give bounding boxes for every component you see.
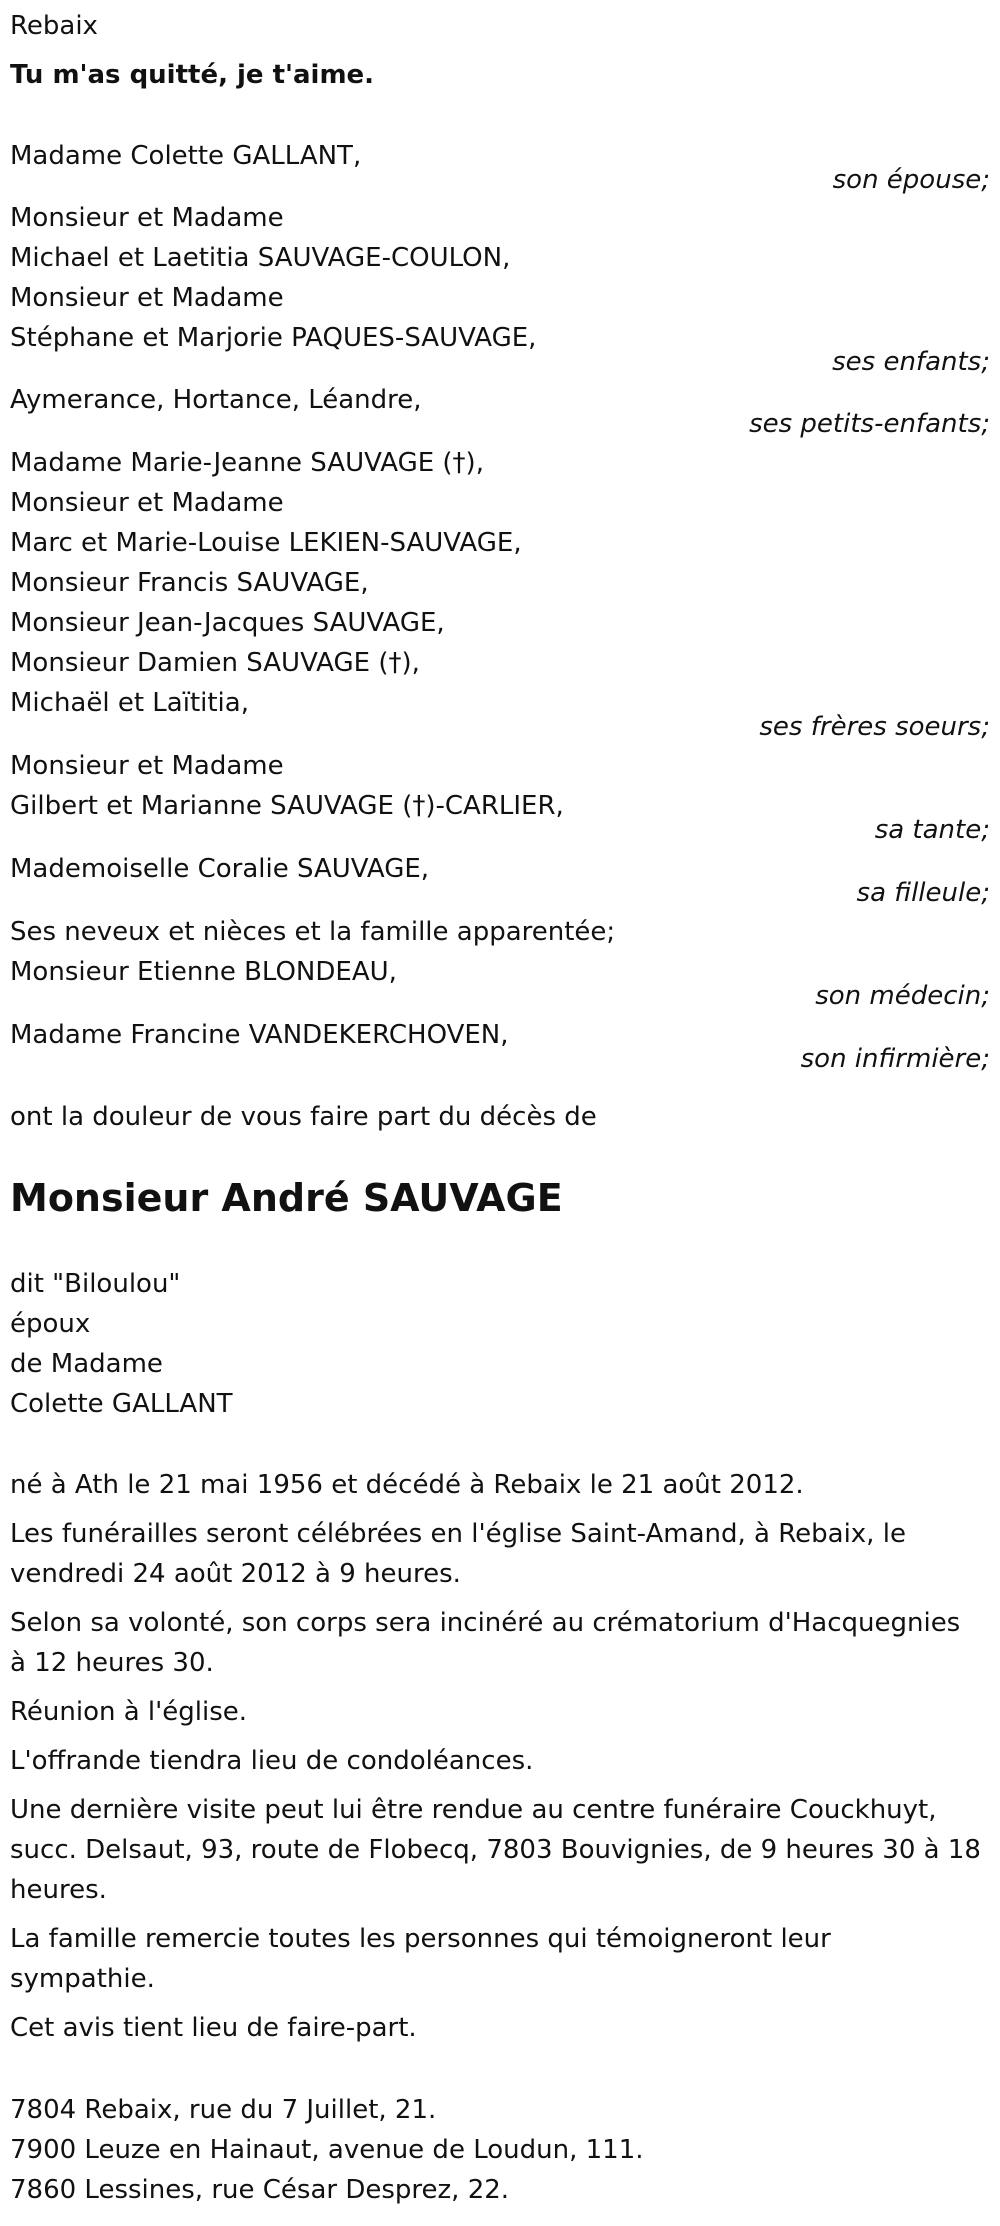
relation-label: ses petits-enfants; [749, 409, 990, 439]
family-line: Monsieur et Madame [10, 751, 284, 781]
paragraph-line: Réunion à l'église. [10, 1697, 248, 1727]
paragraph-line: La famille remercie toutes les personnes qui témoigneront leur [10, 1924, 831, 1954]
paragraph-line: Cet avis tient lieu de faire-part. [10, 2013, 417, 2043]
relation-label: son médecin; [815, 981, 990, 1011]
family-line: Aymerance, Hortance, Léandre, [10, 385, 422, 415]
relation-label: ses frères soeurs; [759, 712, 990, 742]
address-line: 7804 Rebaix, rue du 7 Juillet, 21. [10, 2095, 437, 2125]
relation-label: son infirmière; [800, 1044, 990, 1074]
family-line: Monsieur et Madame [10, 203, 284, 233]
family-line: Madame Francine VANDEKERCHOVEN, [10, 1020, 509, 1050]
paragraph-line: succ. Delsaut, 93, route de Flobecq, 7803 Bouvignies, de 9 heures 30 à 18 [10, 1835, 981, 1865]
family-line: Gilbert et Marianne SAUVAGE (†)-CARLIER, [10, 791, 564, 821]
family-line: Marc et Marie-Louise LEKIEN-SAUVAGE, [10, 528, 522, 558]
city-heading: Rebaix [10, 11, 98, 41]
address-line: 7860 Lessines, rue César Desprez, 22. [10, 2175, 510, 2205]
family-line: Monsieur Damien SAUVAGE (†), [10, 648, 420, 678]
family-line: Ses neveux et nièces et la famille apparentée; [10, 917, 616, 947]
relation-label: sa filleule; [856, 878, 990, 908]
family-line: Monsieur et Madame [10, 283, 284, 313]
deceased-detail: dit "Biloulou" [10, 1269, 181, 1299]
paragraph-line: Selon sa volonté, son corps sera incinéré au crématorium d'Hacquegnies [10, 1608, 961, 1638]
paragraph-line: sympathie. [10, 1964, 155, 1994]
address-line: 7900 Leuze en Hainaut, avenue de Loudun, 111. [10, 2135, 644, 2165]
family-line: Monsieur Etienne BLONDEAU, [10, 957, 397, 987]
paragraph-line: Une dernière visite peut lui être rendue au centre funéraire Couckhuyt, [10, 1795, 937, 1825]
deceased-detail: époux [10, 1309, 91, 1339]
quote: Tu m'as quitté, je t'aime. [10, 60, 375, 90]
family-line: Michael et Laetitia SAUVAGE-COULON, [10, 243, 511, 273]
paragraph-line: Les funérailles seront célébrées en l'église Saint-Amand, à Rebaix, le [10, 1519, 906, 1549]
deceased-detail: de Madame [10, 1349, 163, 1379]
family-line: Madame Colette GALLANT, [10, 141, 362, 171]
paragraph-line: heures. [10, 1875, 107, 1905]
announcement-text: ont la douleur de vous faire part du décès de [10, 1102, 597, 1132]
paragraph-line: vendredi 24 août 2012 à 9 heures. [10, 1559, 461, 1589]
family-line: Monsieur Jean-Jacques SAUVAGE, [10, 608, 445, 638]
family-line: Mademoiselle Coralie SAUVAGE, [10, 854, 430, 884]
paragraph-line: né à Ath le 21 mai 1956 et décédé à Rebaix le 21 août 2012. [10, 1470, 804, 1500]
family-line: Monsieur et Madame [10, 488, 284, 518]
paragraph-line: L'offrande tiendra lieu de condoléances. [10, 1746, 534, 1776]
deceased-detail: Colette GALLANT [10, 1389, 233, 1419]
family-line: Stéphane et Marjorie PAQUES-SAUVAGE, [10, 323, 537, 353]
family-line: Michaël et Laïtitia, [10, 688, 249, 718]
deceased-name: Monsieur André SAUVAGE [10, 1176, 563, 1220]
relation-label: son épouse; [832, 165, 990, 195]
family-line: Monsieur Francis SAUVAGE, [10, 568, 369, 598]
relation-label: sa tante; [874, 815, 990, 845]
family-line: Madame Marie-Jeanne SAUVAGE (†), [10, 448, 484, 478]
relation-label: ses enfants; [832, 347, 990, 377]
paragraph-line: à 12 heures 30. [10, 1648, 214, 1678]
